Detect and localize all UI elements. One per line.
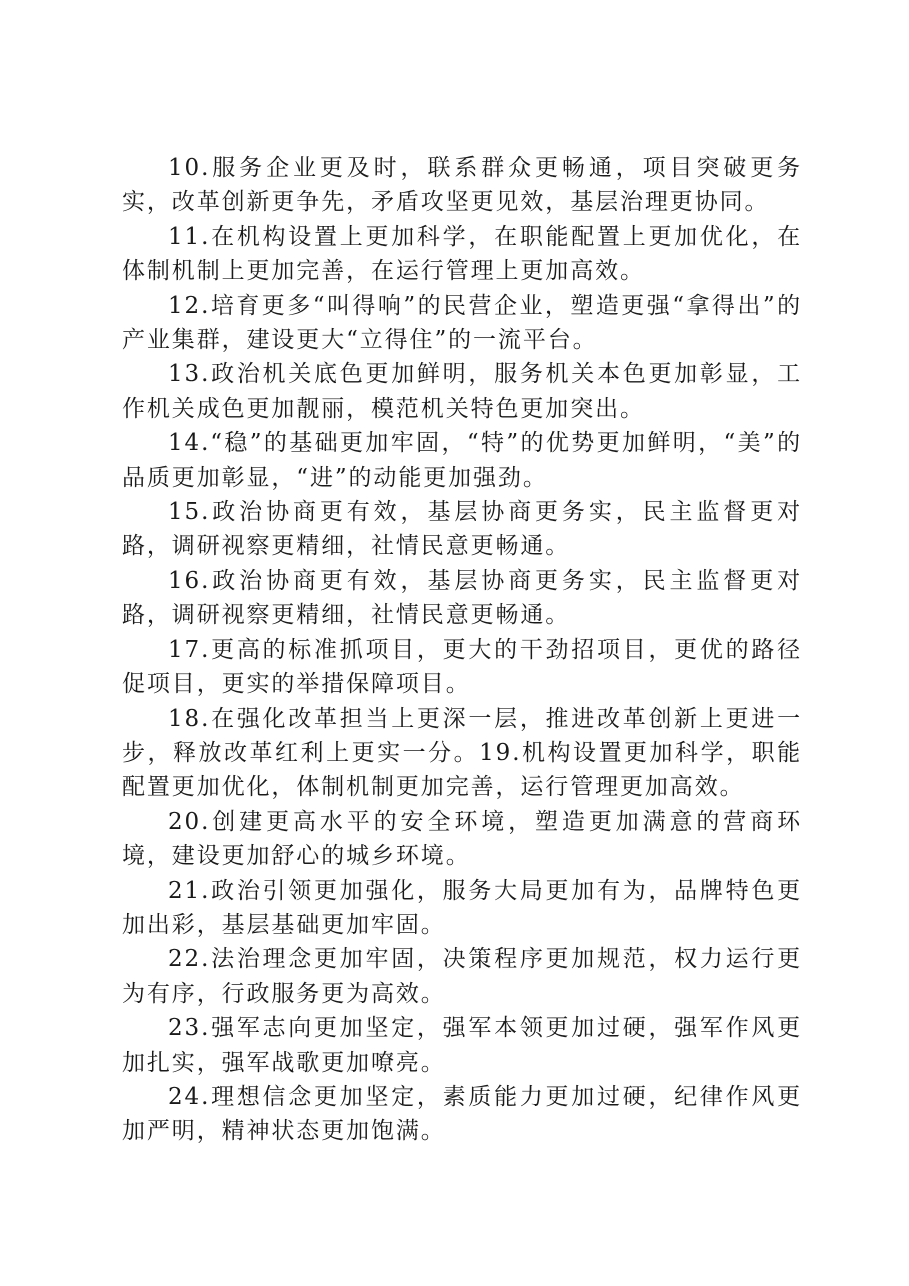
paragraph-12: 12.培育更多“叫得响”的民营企业，塑造更强“拿得出”的产业集群，建设更大“立得住”的一流平台。	[122, 292, 802, 354]
paragraph-16: 16.政治协商更有效，基层协商更务实，民主监督更对路，调研视察更精细，社情民意更畅通。	[122, 567, 802, 629]
paragraph-18-19: 18.在强化改革担当上更深一层，推进改革创新上更进一步，释放改革红利上更实一分。19.机构设置更加科学，职能配置更加优化，体制机制更加完善，运行管理更加高效。	[122, 705, 802, 801]
paragraph-20: 20.创建更高水平的安全环境，塑造更加满意的营商环境，建设更加舒心的城乡环境。	[122, 808, 802, 870]
document-body	[122, 151, 802, 1149]
paragraph-17: 17.更高的标准抓项目，更大的干劲招项目，更优的路径促项目，更实的举措保障项目。	[122, 636, 802, 698]
paragraph-14: 14.“稳”的基础更加牢固，“特”的优势更加鲜明，“美”的品质更加彰显，“进”的动能更加强劲。	[122, 430, 802, 491]
paragraph-24: 24.理想信念更加坚定，素质能力更加过硬，纪律作风更加严明，精神状态更加饱满。	[122, 1083, 802, 1145]
paragraph-22: 22.法治理念更加牢固，决策程序更加规范，权力运行更为有序，行政服务更为高效。	[122, 946, 802, 1007]
paragraph-11: 11.在机构设置上更加科学，在职能配置上更加优化，在体制机制上更加完善，在运行管理上更加高效。	[122, 223, 802, 285]
paragraph-10: 10.服务企业更及时，联系群众更畅通，项目突破更务实，改革创新更争先，矛盾攻坚更见效，基层治理更协同。	[122, 155, 802, 216]
paragraph-23: 23.强军志向更加坚定，强军本领更加过硬，强军作风更加扎实，强军战歌更加嘹亮。	[122, 1015, 802, 1076]
paragraph-15: 15.政治协商更有效，基层协商更务实，民主监督更对路，调研视察更精细，社情民意更畅通。	[122, 499, 802, 560]
paragraph-21: 21.政治引领更加强化，服务大局更加有为，品牌特色更加出彩，基层基础更加牢固。	[122, 877, 802, 938]
paragraph-13: 13.政治机关底色更加鲜明，服务机关本色更加彰显，工作机关成色更加靓丽，模范机关特色更加突出。	[122, 361, 802, 422]
